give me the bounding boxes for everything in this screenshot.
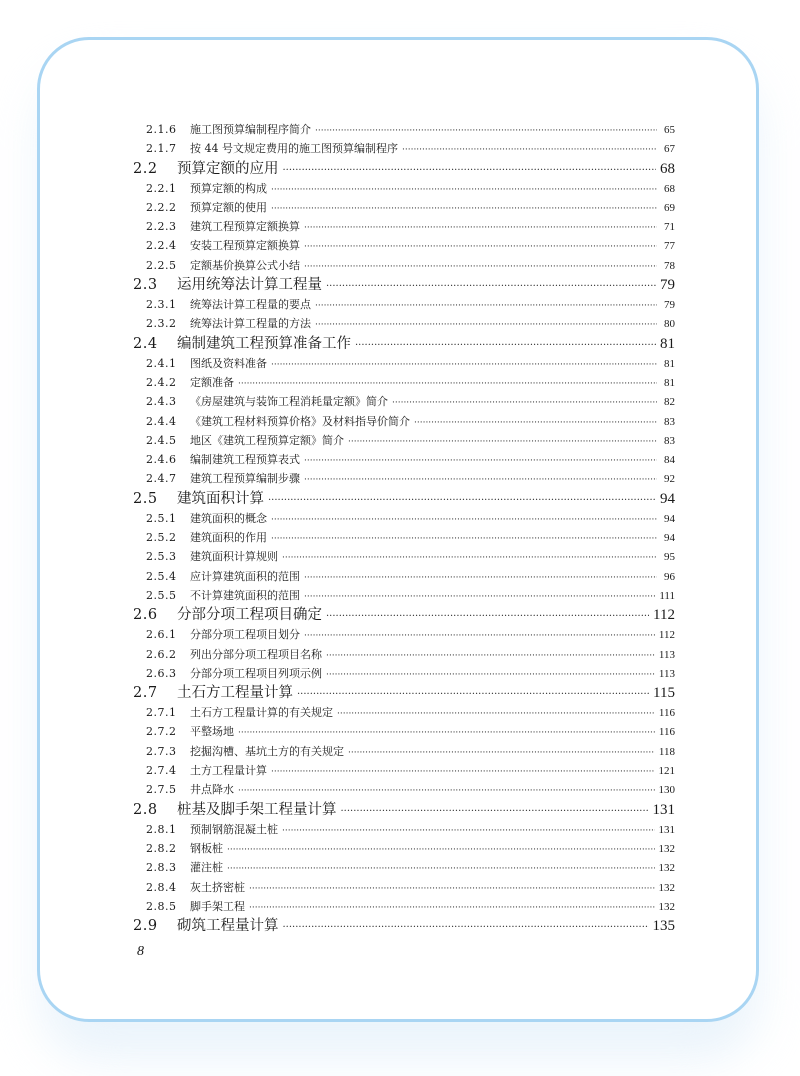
dot-leader [282,822,655,841]
toc-subsection-entry[interactable] [133,373,675,392]
toc-entry-page: 65 [664,124,675,136]
toc-subsection-entry[interactable] [133,198,675,217]
dot-leader [271,763,655,782]
toc-subsection-entry[interactable] [133,354,675,373]
dot-leader [304,627,655,646]
toc-entry-page: 113 [658,667,675,680]
dot-leader [304,471,657,490]
toc-subsection-entry[interactable] [133,878,675,897]
toc-entry-page: 77 [664,240,675,253]
toc-entry-number: 2.7.5 [146,783,177,797]
toc-entry-number: 2.4.7 [146,472,177,486]
toc-entry-page: 130 [658,784,675,797]
toc-entry-number: 2.2.4 [146,239,177,253]
toc-entry-title: 挖掘沟槽、基坑土方的有关规定 [190,744,344,758]
toc-entry-number: 2.4 [133,335,158,352]
dot-leader [304,219,657,238]
toc-entry-page: 115 [653,685,675,702]
toc-entry-number: 2.5.4 [146,569,177,583]
toc-entry-title: 预算定额的应用 [177,160,279,177]
toc-entry-title: 不计算建筑面积的范围 [190,588,300,602]
toc-entry-number: 2.3.2 [146,317,177,331]
toc-entry-title: 定额基价换算公式小结 [190,258,300,272]
toc-entry-page: 68 [664,182,675,195]
toc-subsection-entry[interactable] [133,897,675,916]
toc-entry-page: 81 [664,376,675,389]
toc-entry-number: 2.2.3 [146,220,177,234]
toc-entry-number: 2.6.1 [146,628,177,642]
toc-entry-number: 2.7.4 [146,764,177,778]
toc-entry-page: 81 [660,335,675,352]
toc-entry-title: 建筑面积的作用 [190,531,267,545]
toc-entry-title: 建筑工程预算定额换算 [190,220,300,234]
toc-entry-title: 应计算建筑面积的范围 [190,569,300,583]
toc-entry-title: 按 44 号文规定费用的施工图预算编制程序 [190,142,398,156]
toc-entry-page: 68 [660,160,675,177]
toc-entry-title: 土石方工程量计算的有关规定 [190,706,333,720]
dot-leader [348,433,657,452]
toc-entry-title: 脚手架工程 [190,899,245,913]
toc-entry-number: 2.8.2 [146,841,177,855]
toc-entry-page: 69 [664,201,675,214]
toc-entry-page: 94 [660,490,675,507]
toc-entry-title: 图纸及资料准备 [190,356,267,370]
toc-subsection-entry[interactable] [133,179,675,198]
toc-entry-page: 118 [658,745,675,758]
toc-entry-title: 统筹法计算工程量的要点 [190,298,311,312]
toc-entry-title: 施工图预算编制程序简介 [190,123,311,136]
toc-entry-number: 2.8.3 [146,861,177,875]
toc-entry-page: 111 [659,589,675,602]
dot-leader [249,899,655,918]
toc-entry-page: 94 [664,512,675,525]
toc-entry-title: 预算定额的使用 [190,200,267,214]
toc-entry-page: 112 [658,629,675,642]
toc-entry-number: 2.7.2 [146,725,177,739]
toc-entry-title: 分部分项工程项目确定 [177,607,322,624]
toc-entry-title: 《房屋建筑与装饰工程消耗量定额》简介 [190,395,388,409]
toc-entry-number: 2.4.6 [146,453,177,467]
toc-entry-title: 钢板桩 [190,841,223,855]
toc-entry-number: 2.9 [133,918,158,935]
toc-subsection-entry[interactable] [133,722,675,741]
toc-subsection-entry[interactable] [133,528,675,547]
dot-leader [304,452,657,471]
dot-leader [271,181,657,200]
toc-entry-page: 78 [664,259,675,272]
toc-subsection-entry[interactable] [133,780,675,799]
toc-entry-title: 土石方工程量计算 [177,685,293,702]
toc-entry-number: 2.8.1 [146,822,177,836]
toc-subsection-entry[interactable] [133,120,675,139]
toc-entry-title: 灰土挤密桩 [190,880,245,894]
toc-entry-page: 83 [664,415,675,428]
toc-entry-number: 2.5.2 [146,531,177,545]
toc-entry-number: 2.5.1 [146,511,177,525]
toc-entry-page: 94 [664,532,675,545]
toc-entry-title: 灌注桩 [190,861,223,875]
toc-subsection-entry[interactable] [133,664,675,683]
toc-entry-number: 2.6.3 [146,666,177,680]
toc-entry-page: 112 [653,607,675,624]
toc-section-entry[interactable] [133,159,675,179]
dot-leader [315,316,657,335]
toc-subsection-entry[interactable] [133,625,675,644]
toc-entry-title: 运用统筹法计算工程量 [177,277,322,294]
toc-subsection-entry[interactable] [133,645,675,664]
toc-subsection-entry[interactable] [133,839,675,858]
dot-leader [271,200,657,219]
toc-entry-title: 分部分项工程项目列项示例 [190,666,322,680]
toc-entry-number: 2.4.1 [146,356,177,370]
toc-entry-title: 地区《建筑工程预算定额》简介 [190,433,344,447]
dot-leader [355,336,656,356]
toc-subsection-entry[interactable] [133,139,675,158]
toc-entry-number: 2.4.5 [146,433,177,447]
dot-leader [227,860,655,879]
dot-leader [304,258,657,277]
toc-entry-page: 113 [658,648,675,661]
toc-entry-page: 92 [664,473,675,486]
toc-subsection-entry[interactable] [133,256,675,275]
toc-entry-number: 2.3 [133,277,158,294]
toc-entry-title: 编制建筑工程预算准备工作 [177,335,351,352]
toc-subsection-entry[interactable] [133,392,675,411]
toc-entry-number: 2.7.3 [146,744,177,758]
toc-entry-page: 67 [664,143,675,156]
toc-section-entry[interactable] [133,605,675,625]
dot-leader [326,666,655,685]
toc-entry-title: 建筑面积计算规则 [190,550,278,564]
toc-entry-page: 80 [664,318,675,331]
toc-subsection-entry[interactable] [133,217,675,236]
toc-entry-number: 2.8 [133,801,158,818]
table-of-contents [133,120,675,936]
toc-entry-title: 统筹法计算工程量的方法 [190,317,311,331]
toc-entry-number: 2.6.2 [146,647,177,661]
toc-entry-number: 2.6 [133,607,158,624]
toc-entry-page: 116 [658,726,675,739]
dot-leader [271,356,657,375]
toc-entry-number: 2.1.6 [146,123,177,136]
dot-leader [326,647,655,666]
toc-entry-page: 96 [664,570,675,583]
toc-section-entry[interactable] [133,334,675,354]
toc-subsection-entry[interactable] [133,469,675,488]
toc-subsection-entry[interactable] [133,295,675,314]
toc-entry-page: 116 [658,707,675,720]
toc-section-entry[interactable] [133,683,675,703]
toc-section-entry[interactable] [133,489,675,509]
dot-leader [283,161,657,181]
dot-leader [227,841,655,860]
toc-subsection-entry[interactable] [133,742,675,761]
toc-subsection-entry[interactable] [133,431,675,450]
dot-leader [326,607,649,627]
dot-leader [297,685,649,705]
dot-leader [304,238,657,257]
dot-leader [282,549,657,568]
dot-leader [348,744,655,763]
toc-entry-page: 84 [664,454,675,467]
toc-entry-number: 2.1.7 [146,142,177,156]
toc-section-entry[interactable] [133,916,675,936]
toc-entry-page: 81 [664,357,675,370]
toc-entry-title: 《建筑工程材料预算价格》及材料指导价简介 [190,414,410,428]
toc-entry-page: 131 [658,823,675,836]
toc-entry-page: 83 [664,434,675,447]
toc-entry-title: 安装工程预算定额换算 [190,239,300,253]
toc-subsection-entry[interactable] [133,509,675,528]
toc-entry-page: 71 [664,221,675,234]
toc-entry-title: 列出分部分项工程项目名称 [190,647,322,661]
dot-leader [283,918,649,938]
toc-section-entry[interactable] [133,800,675,820]
toc-entry-number: 2.5 [133,490,158,507]
toc-entry-number: 2.5.5 [146,588,177,602]
dot-leader [271,511,657,530]
toc-subsection-entry[interactable] [133,858,675,877]
dot-leader [315,297,657,316]
toc-entry-title: 分部分项工程项目划分 [190,628,300,642]
toc-entry-title: 砌筑工程量计算 [177,918,279,935]
toc-entry-page: 82 [664,396,675,409]
toc-subsection-entry[interactable] [133,703,675,722]
toc-entry-number: 2.2.2 [146,200,177,214]
toc-entry-number: 2.2.1 [146,181,177,195]
dot-leader [341,802,649,822]
toc-entry-number: 2.2 [133,160,158,177]
toc-entry-title: 桩基及脚手架工程量计算 [177,801,337,818]
toc-entry-title: 建筑面积的概念 [190,511,267,525]
toc-entry-title: 编制建筑工程预算表式 [190,453,300,467]
toc-subsection-entry[interactable] [133,567,675,586]
toc-entry-number: 2.4.2 [146,375,177,389]
toc-subsection-entry[interactable] [133,761,675,780]
toc-entry-number: 2.7.1 [146,706,177,720]
toc-entry-page: 121 [658,765,675,778]
toc-subsection-entry[interactable] [133,412,675,431]
toc-entry-page: 95 [664,551,675,564]
toc-entry-title: 建筑工程预算编制步骤 [190,472,300,486]
dot-leader [304,588,655,607]
toc-entry-title: 井点降水 [190,783,234,797]
toc-entry-page: 132 [658,881,675,894]
toc-entry-page: 132 [658,900,675,913]
toc-subsection-entry[interactable] [133,314,675,333]
toc-entry-title: 建筑面积计算 [177,490,264,507]
toc-entry-number: 2.4.4 [146,414,177,428]
toc-entry-title: 预制钢筋混凝土桩 [190,822,278,836]
toc-section-entry[interactable] [133,275,675,295]
dot-leader [337,705,655,724]
toc-entry-title: 定额准备 [190,375,234,389]
toc-entry-title: 土方工程量计算 [190,764,267,778]
toc-entry-page: 79 [664,299,675,312]
toc-entry-page: 132 [658,862,675,875]
toc-subsection-entry[interactable] [133,820,675,839]
dot-leader [268,491,656,511]
page-number: 8 [137,944,144,959]
toc-entry-number: 2.7 [133,685,158,702]
dot-leader [392,394,657,413]
toc-entry-number: 2.3.1 [146,298,177,312]
toc-entry-number: 2.5.3 [146,550,177,564]
toc-subsection-entry[interactable] [133,236,675,255]
dot-leader [249,880,655,899]
dot-leader [414,414,657,433]
toc-subsection-entry[interactable] [133,450,675,469]
toc-entry-number: 2.2.5 [146,258,177,272]
toc-entry-page: 132 [658,842,675,855]
toc-entry-number: 2.4.3 [146,395,177,409]
toc-subsection-entry[interactable] [133,547,675,566]
toc-entry-page: 79 [660,277,675,294]
dot-leader [402,141,657,160]
toc-entry-number: 2.8.4 [146,880,177,894]
dot-leader [271,530,657,549]
toc-entry-number: 2.8.5 [146,899,177,913]
dot-leader [326,277,656,297]
toc-entry-page: 135 [652,918,675,935]
toc-entry-title: 平整场地 [190,725,234,739]
toc-subsection-entry[interactable] [133,586,675,605]
dot-leader [304,569,657,588]
toc-entry-title: 预算定额的构成 [190,181,267,195]
toc-entry-page: 131 [652,801,675,818]
